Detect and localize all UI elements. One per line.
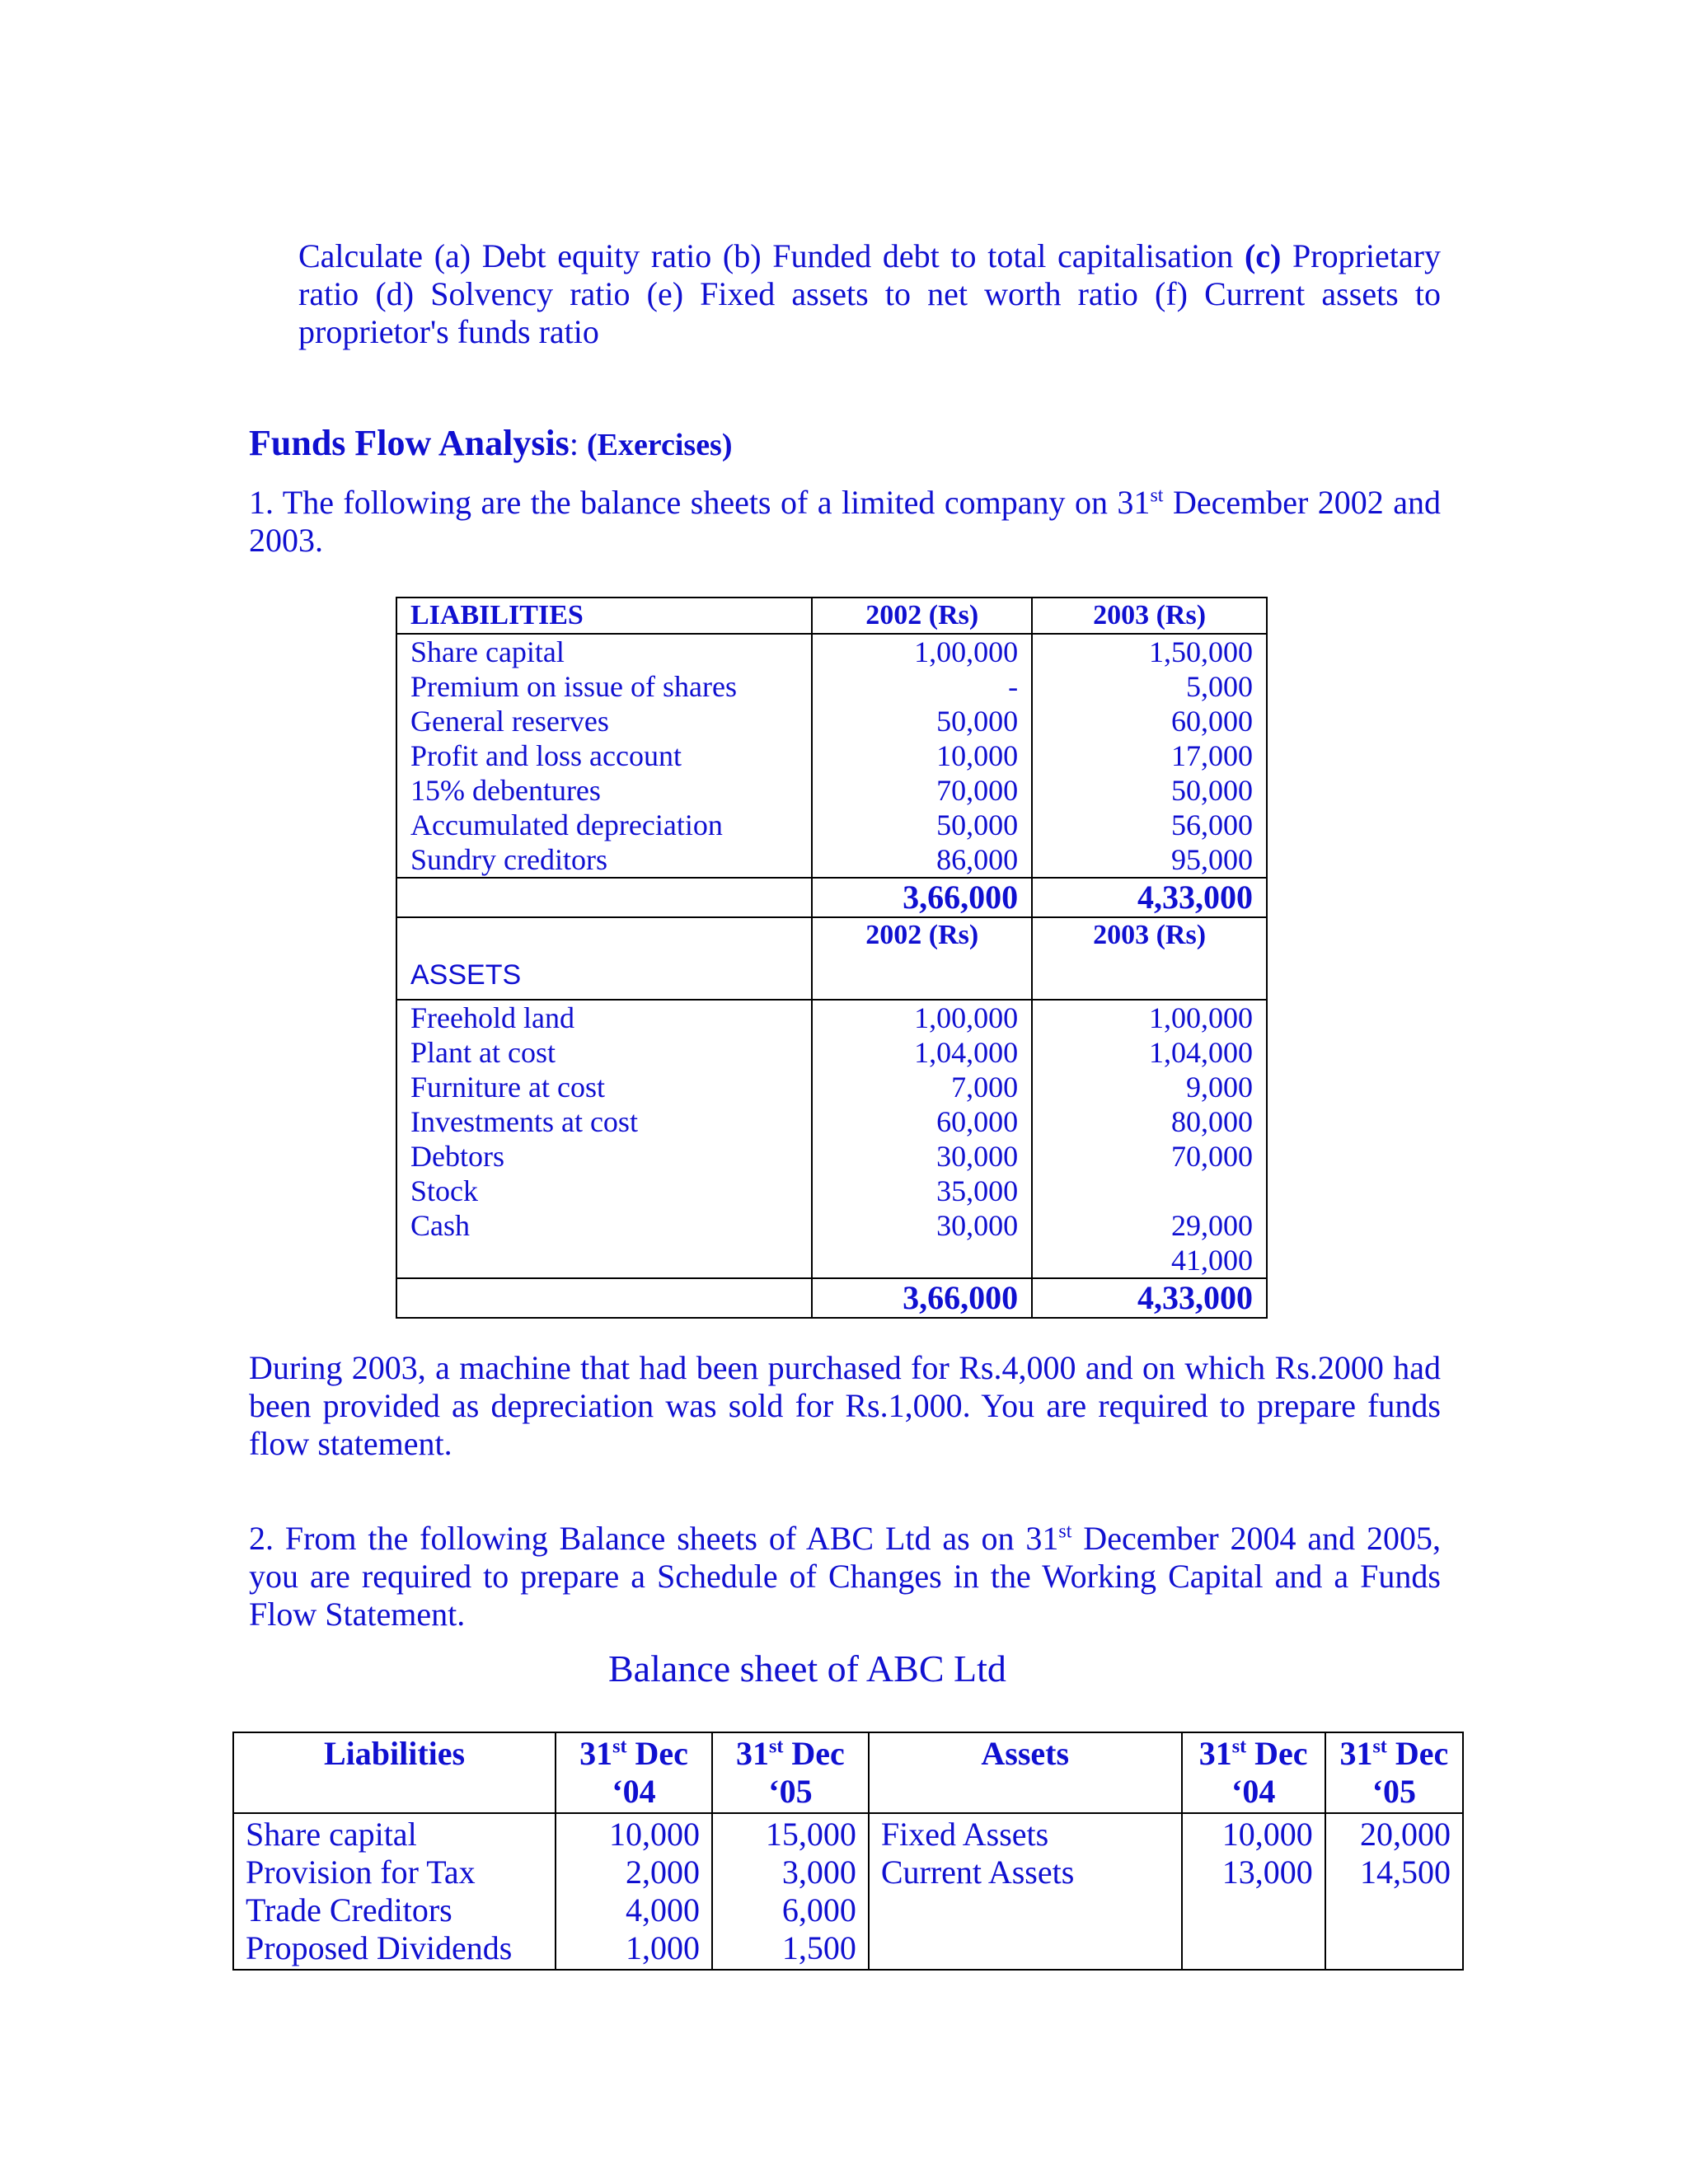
liability-2003-value: 5,000: [1032, 669, 1267, 704]
date-header-04-assets: 31st Dec ‘04: [1182, 1732, 1325, 1813]
liability-label: Accumulated depreciation: [396, 808, 812, 842]
liability-row: [396, 808, 1267, 842]
assets-header: ASSETS: [396, 917, 812, 1000]
asset-row: [396, 1243, 1267, 1278]
asset-label: Stock: [396, 1174, 812, 1208]
assets-total-2003: 4,33,000: [1032, 1278, 1267, 1318]
liability-label: Proposed Dividends: [246, 1929, 513, 1966]
assets-column-header: Assets: [869, 1732, 1182, 1813]
intro-bold: (c): [1244, 237, 1282, 274]
q2-pre: 2. From the following Balance sheets of ABC Ltd as on 31: [249, 1520, 1059, 1557]
liability-05-value: 1,500: [781, 1929, 856, 1966]
balance-sheet-table-2: [232, 1732, 1464, 1971]
liability-04-value: 10,000: [608, 1816, 700, 1853]
asset-row: [396, 1070, 1267, 1104]
asset-2002-value: 7,000: [812, 1070, 1032, 1104]
asset-row: [396, 1174, 1267, 1208]
liability-2003-value: 60,000: [1032, 704, 1267, 738]
heading-main: Funds Flow Analysis: [249, 423, 570, 463]
liability-2002-value: 50,000: [812, 704, 1032, 738]
asset-05-value-cell: [1325, 1813, 1463, 1970]
liabilities-column-header: Liabilities: [233, 1732, 556, 1813]
question-1-note: During 2003, a machine that had been purchased for Rs.4,000 and on which Rs.2000 had been provided as depreciation was sold for Rs.1,000. You are required to prepare funds flow statement.: [249, 1349, 1441, 1462]
liabilities-header: LIABILITIES: [396, 598, 812, 634]
asset-row: [396, 1000, 1267, 1035]
liability-row: [396, 773, 1267, 808]
asset-2002-value: 30,000: [812, 1139, 1032, 1174]
year-2003-header: 2003 (Rs): [1032, 598, 1267, 634]
q2-sup: st: [1058, 1521, 1072, 1543]
asset-label: Cash: [396, 1208, 812, 1243]
asset-2003-value: [1032, 1174, 1267, 1208]
liability-04-value-cell: [556, 1813, 712, 1970]
asset-04-value: [1194, 1929, 1313, 1967]
asset-label: [881, 1929, 1170, 1967]
asset-2002-value: 1,00,000: [812, 1000, 1032, 1035]
liability-row: [396, 634, 1267, 669]
table2-header-row: [233, 1732, 1463, 1813]
asset-2002-value: 35,000: [812, 1174, 1032, 1208]
table2-body-row: [233, 1813, 1463, 1970]
liability-04-value: 4,000: [625, 1891, 700, 1929]
liability-05-value-cell: [712, 1813, 869, 1970]
liability-row: [396, 669, 1267, 704]
liability-label: Premium on issue of shares: [396, 669, 812, 704]
balance-sheet-title: Balance sheet of ABC Ltd: [608, 1647, 1006, 1690]
liability-label: Sundry creditors: [396, 842, 812, 878]
liability-row: [396, 738, 1267, 773]
asset-2003-value: 41,000: [1032, 1243, 1267, 1278]
asset-label: [396, 1243, 812, 1278]
asset-2003-value: 70,000: [1032, 1139, 1267, 1174]
asset-2002-value: 60,000: [812, 1104, 1032, 1139]
asset-2002-value: 30,000: [812, 1208, 1032, 1243]
liability-2002-value: -: [812, 669, 1032, 704]
liability-2002-value: 10,000: [812, 738, 1032, 773]
q1-sup: st: [1150, 485, 1164, 507]
liability-label: Share capital: [246, 1816, 417, 1853]
liability-2003-value: 17,000: [1032, 738, 1267, 773]
liability-04-value: 1,000: [625, 1929, 700, 1966]
liability-row: [396, 704, 1267, 738]
liabilities-total-row: [396, 878, 1267, 917]
liabilities-total-2003: 4,33,000: [1032, 878, 1267, 917]
intro-text-2: Proprietary ratio (d) Solvency ratio (e) Fixed assets to net worth ratio (f) Current assets to proprietor's funds ratio: [298, 237, 1441, 350]
table1-liabilities-header: [396, 598, 1267, 634]
liability-label: Share capital: [396, 634, 812, 669]
liability-label: Provision for Tax: [246, 1854, 476, 1891]
liability-2002-value: 50,000: [812, 808, 1032, 842]
liability-label: 15% debentures: [396, 773, 812, 808]
section-heading: [249, 422, 733, 464]
liability-row: [396, 842, 1267, 878]
question-2-text: [249, 1520, 1441, 1633]
q1-pre: 1. The following are the balance sheets of a limited company on 31: [249, 484, 1151, 521]
liability-2003-value: 50,000: [1032, 773, 1267, 808]
liability-2002-value: 70,000: [812, 773, 1032, 808]
year-2002-header: 2002 (Rs): [812, 598, 1032, 634]
assets-total-row: [396, 1278, 1267, 1318]
asset-label: Investments at cost: [396, 1104, 812, 1139]
liabilities-total-label: [396, 878, 812, 917]
asset-2003-value: 1,04,000: [1032, 1035, 1267, 1070]
liability-2002-value: 1,00,000: [812, 634, 1032, 669]
asset-row: [396, 1139, 1267, 1174]
asset-04-value: 13,000: [1221, 1854, 1313, 1891]
asset-05-value: [1338, 1891, 1451, 1929]
assets-header-row: [396, 917, 1267, 1000]
liability-2003-value: 1,50,000: [1032, 634, 1267, 669]
asset-row: [396, 1104, 1267, 1139]
asset-05-value: [1338, 1929, 1451, 1967]
q1-post: December 2002 and 2003.: [249, 484, 1441, 559]
asset-label: Debtors: [396, 1139, 812, 1174]
liability-label: Trade Creditors: [246, 1891, 452, 1929]
liability-2003-value: 95,000: [1032, 842, 1267, 878]
liability-label-cell: [233, 1813, 556, 1970]
asset-04-value: 10,000: [1221, 1816, 1313, 1853]
asset-05-value: 20,000: [1360, 1816, 1451, 1853]
asset-04-value-cell: [1182, 1813, 1325, 1970]
asset-label: Freehold land: [396, 1000, 812, 1035]
asset-label: Plant at cost: [396, 1035, 812, 1070]
asset-2003-value: 29,000: [1032, 1208, 1267, 1243]
asset-label: [881, 1891, 1170, 1929]
asset-04-value: [1194, 1891, 1313, 1929]
assets-year-2003-header: 2003 (Rs): [1032, 917, 1267, 1000]
question-1-text: [249, 484, 1441, 560]
asset-row: [396, 1208, 1267, 1243]
liability-05-value: 15,000: [765, 1816, 856, 1853]
liability-04-value: 2,000: [625, 1854, 700, 1891]
liabilities-total-2002: 3,66,000: [812, 878, 1032, 917]
liability-05-value: 6,000: [781, 1891, 856, 1929]
asset-label: Current Assets: [880, 1854, 1075, 1891]
asset-label: Fixed Assets: [880, 1816, 1049, 1853]
asset-row: [396, 1035, 1267, 1070]
assets-total-label: [396, 1278, 812, 1318]
q2-post: December 2004 and 2005, you are required to prepare a Schedule of Changes in the Working Capital and a Funds Flow Statement.: [249, 1520, 1441, 1633]
asset-label-cell: [869, 1813, 1182, 1970]
asset-2003-value: 9,000: [1032, 1070, 1267, 1104]
assets-total-2002: 3,66,000: [812, 1278, 1032, 1318]
liability-label: General reserves: [396, 704, 812, 738]
intro-text: Calculate (a) Debt equity ratio (b) Funded debt to total capitalisation: [298, 237, 1245, 274]
intro-paragraph: [298, 237, 1441, 351]
liability-05-value: 3,000: [781, 1854, 856, 1891]
date-header-05-assets: 31st Dec ‘05: [1325, 1732, 1463, 1813]
date-header-04-liab: 31st Dec ‘04: [556, 1732, 712, 1813]
liability-label: Profit and loss account: [396, 738, 812, 773]
asset-2003-value: 80,000: [1032, 1104, 1267, 1139]
date-header-05-liab: 31st Dec ‘05: [712, 1732, 869, 1813]
heading-sub: (Exercises): [586, 428, 733, 462]
asset-05-value: 14,500: [1360, 1854, 1451, 1891]
balance-sheet-table-1: [396, 597, 1268, 1319]
asset-2002-value: [812, 1243, 1032, 1278]
asset-label: Furniture at cost: [396, 1070, 812, 1104]
liability-2002-value: 86,000: [812, 842, 1032, 878]
liability-2003-value: 56,000: [1032, 808, 1267, 842]
assets-year-2002-header: 2002 (Rs): [812, 917, 1032, 1000]
heading-colon: :: [569, 425, 587, 462]
asset-2003-value: 1,00,000: [1032, 1000, 1267, 1035]
asset-2002-value: 1,04,000: [812, 1035, 1032, 1070]
